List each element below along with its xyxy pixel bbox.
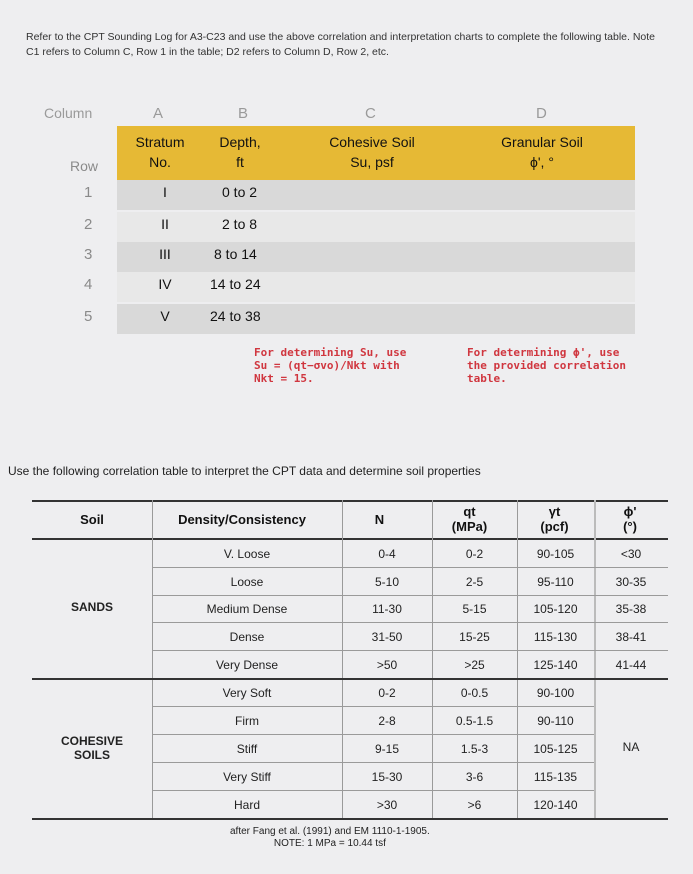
phi-cell: 41-44 (615, 658, 647, 672)
gamma-cell: 105-125 (533, 742, 578, 756)
cohesive-note (254, 346, 406, 385)
cohesive-note-line3: Nkt = 15. (254, 372, 314, 385)
gamma-cell: 90-110 (537, 714, 574, 728)
cohesive-note-line1: For determining Su, use (254, 346, 407, 359)
header-gamma-symbol: γt (548, 504, 561, 519)
header-granular-soil (477, 132, 607, 172)
header-qt (432, 504, 507, 534)
cohesive-note-line2: Su = (qt−σvo)/Nkt with (254, 359, 400, 372)
qt-cell: 2-5 (465, 575, 484, 589)
phi-cell: 38-41 (615, 630, 647, 644)
density-cell: Very Soft (222, 686, 272, 700)
qt-cell: 5-15 (462, 602, 487, 616)
depth-cell: 8 to 14 (214, 246, 257, 262)
header-depth (205, 132, 275, 172)
depth-cell: 2 to 8 (222, 216, 258, 232)
gamma-cell: 90-105 (536, 547, 575, 561)
header-cohesive-line2: Su, psf (350, 154, 394, 170)
qt-cell: 0-0.5 (460, 686, 489, 700)
qt-cell: 3-6 (465, 770, 484, 784)
gamma-cell: 120-140 (533, 798, 578, 812)
granular-note-line3: table. (467, 372, 507, 385)
table-row (117, 304, 635, 334)
header-granular-line1: Granular Soil (501, 134, 583, 150)
n-cell: 15-30 (371, 770, 403, 784)
n-cell: >50 (376, 658, 398, 672)
column-label: Column (44, 105, 93, 121)
sands-label: SANDS (70, 600, 113, 614)
gamma-cell: 115-135 (533, 770, 578, 784)
header-depth-line2: ft (236, 154, 244, 170)
header-phi-symbol: ϕ' (623, 504, 637, 519)
table-row (117, 272, 635, 302)
gamma-cell: 95-110 (537, 575, 574, 589)
density-cell: Very Dense (215, 658, 279, 672)
granular-note (467, 346, 626, 385)
column-letter-d: D (536, 105, 547, 122)
correlation-intro: Use the following correlation table to interpret the CPT data and determine soil properties (8, 464, 481, 478)
phi-cell: 35-38 (615, 602, 647, 616)
header-phi-unit: (°) (623, 519, 637, 534)
row-number: 1 (84, 184, 93, 201)
density-cell: V. Loose (223, 547, 271, 561)
header-stratum-line1: Stratum (135, 134, 185, 150)
n-cell: 0-2 (378, 686, 396, 700)
column-letter-a: A (153, 105, 164, 122)
header-stratum (121, 132, 199, 172)
header-cohesive-line1: Cohesive Soil (329, 134, 415, 150)
column-letter-c: C (365, 105, 376, 122)
column-letters (0, 105, 693, 125)
table-row (117, 242, 635, 272)
phi-cell: 30-35 (615, 575, 647, 589)
footnote-source: after Fang et al. (1991) and EM 1110-1-1905. (230, 826, 430, 837)
n-cell: 5-10 (374, 575, 400, 589)
density-cell: Hard (233, 798, 260, 812)
header-n: N (374, 512, 385, 527)
qt-cell: >6 (467, 798, 482, 812)
n-cell: >30 (376, 798, 398, 812)
header-gamma (517, 504, 592, 534)
table-footnote (230, 826, 430, 850)
granular-note-line1: For determining ϕ', use (467, 346, 620, 359)
gamma-cell: 90-100 (536, 686, 575, 700)
stratum-cell: V (160, 308, 170, 324)
header-depth-line1: Depth, (219, 134, 261, 150)
footnote-unit-note: NOTE: 1 MPa = 10.44 tsf (273, 838, 386, 849)
n-cell: 31-50 (371, 630, 403, 644)
row-number: 5 (84, 308, 93, 325)
depth-cell: 0 to 2 (222, 184, 258, 200)
cohesive-phi-na: NA (622, 740, 640, 754)
column-letter-b: B (238, 105, 249, 122)
header-density: Density/Consistency (178, 512, 306, 527)
density-cell: Very Stiff (223, 770, 271, 784)
row-label: Row (70, 158, 99, 174)
granular-note-line2: the provided correlation (467, 359, 626, 372)
density-cell: Stiff (236, 742, 258, 756)
table-row (117, 212, 635, 242)
phi-cell: <30 (620, 547, 642, 561)
cohesive-soils-label (32, 734, 152, 762)
header-soil: Soil (80, 512, 104, 527)
gamma-cell: 125-140 (533, 658, 578, 672)
density-cell: Medium Dense (206, 602, 288, 616)
gamma-cell: 105-120 (533, 602, 578, 616)
top-table-header (117, 126, 635, 182)
n-cell: 0-4 (378, 547, 396, 561)
stratum-cell: II (161, 216, 169, 232)
row-number: 3 (84, 246, 93, 263)
header-cohesive-soil (307, 132, 437, 172)
cohesive-label-line1: COHESIVE (60, 734, 123, 748)
header-qt-unit: (MPa) (451, 519, 488, 534)
header-phi (600, 504, 660, 534)
qt-cell: 0.5-1.5 (455, 714, 494, 728)
density-cell: Dense (229, 630, 265, 644)
stratum-cell: I (163, 184, 167, 200)
n-cell: 2-8 (378, 714, 396, 728)
header-stratum-line2: No. (149, 154, 171, 170)
row-number: 2 (84, 216, 93, 233)
table-row (117, 180, 635, 210)
depth-cell: 24 to 38 (210, 308, 261, 324)
n-cell: 9-15 (374, 742, 400, 756)
cohesive-label-line2: SOILS (73, 748, 110, 762)
depth-cell: 14 to 24 (210, 276, 261, 292)
density-cell: Loose (230, 575, 264, 589)
row-number: 4 (84, 276, 93, 293)
qt-cell: 15-25 (459, 630, 490, 644)
stratum-cell: III (159, 246, 171, 262)
qt-cell: 0-2 (465, 547, 484, 561)
qt-cell: 1.5-3 (460, 742, 489, 756)
stratum-cell: IV (158, 276, 172, 292)
gamma-cell: 115-130 (533, 630, 578, 644)
instructions-text: Refer to the CPT Sounding Log for A3-C23 and use the above correlation and interpretation charts to complete the following table. Note C1 refers to Column C, Row 1 in the table; D2 refers to Column D, Row 2, etc. (26, 31, 656, 58)
correlation-table (32, 500, 668, 820)
header-qt-symbol: qt (463, 504, 476, 519)
header-gamma-unit: (pcf) (540, 519, 569, 534)
density-cell: Firm (235, 714, 259, 728)
qt-cell: >25 (464, 658, 485, 672)
header-granular-line2: ϕ', ° (530, 154, 554, 170)
n-cell: 11-30 (372, 602, 402, 616)
